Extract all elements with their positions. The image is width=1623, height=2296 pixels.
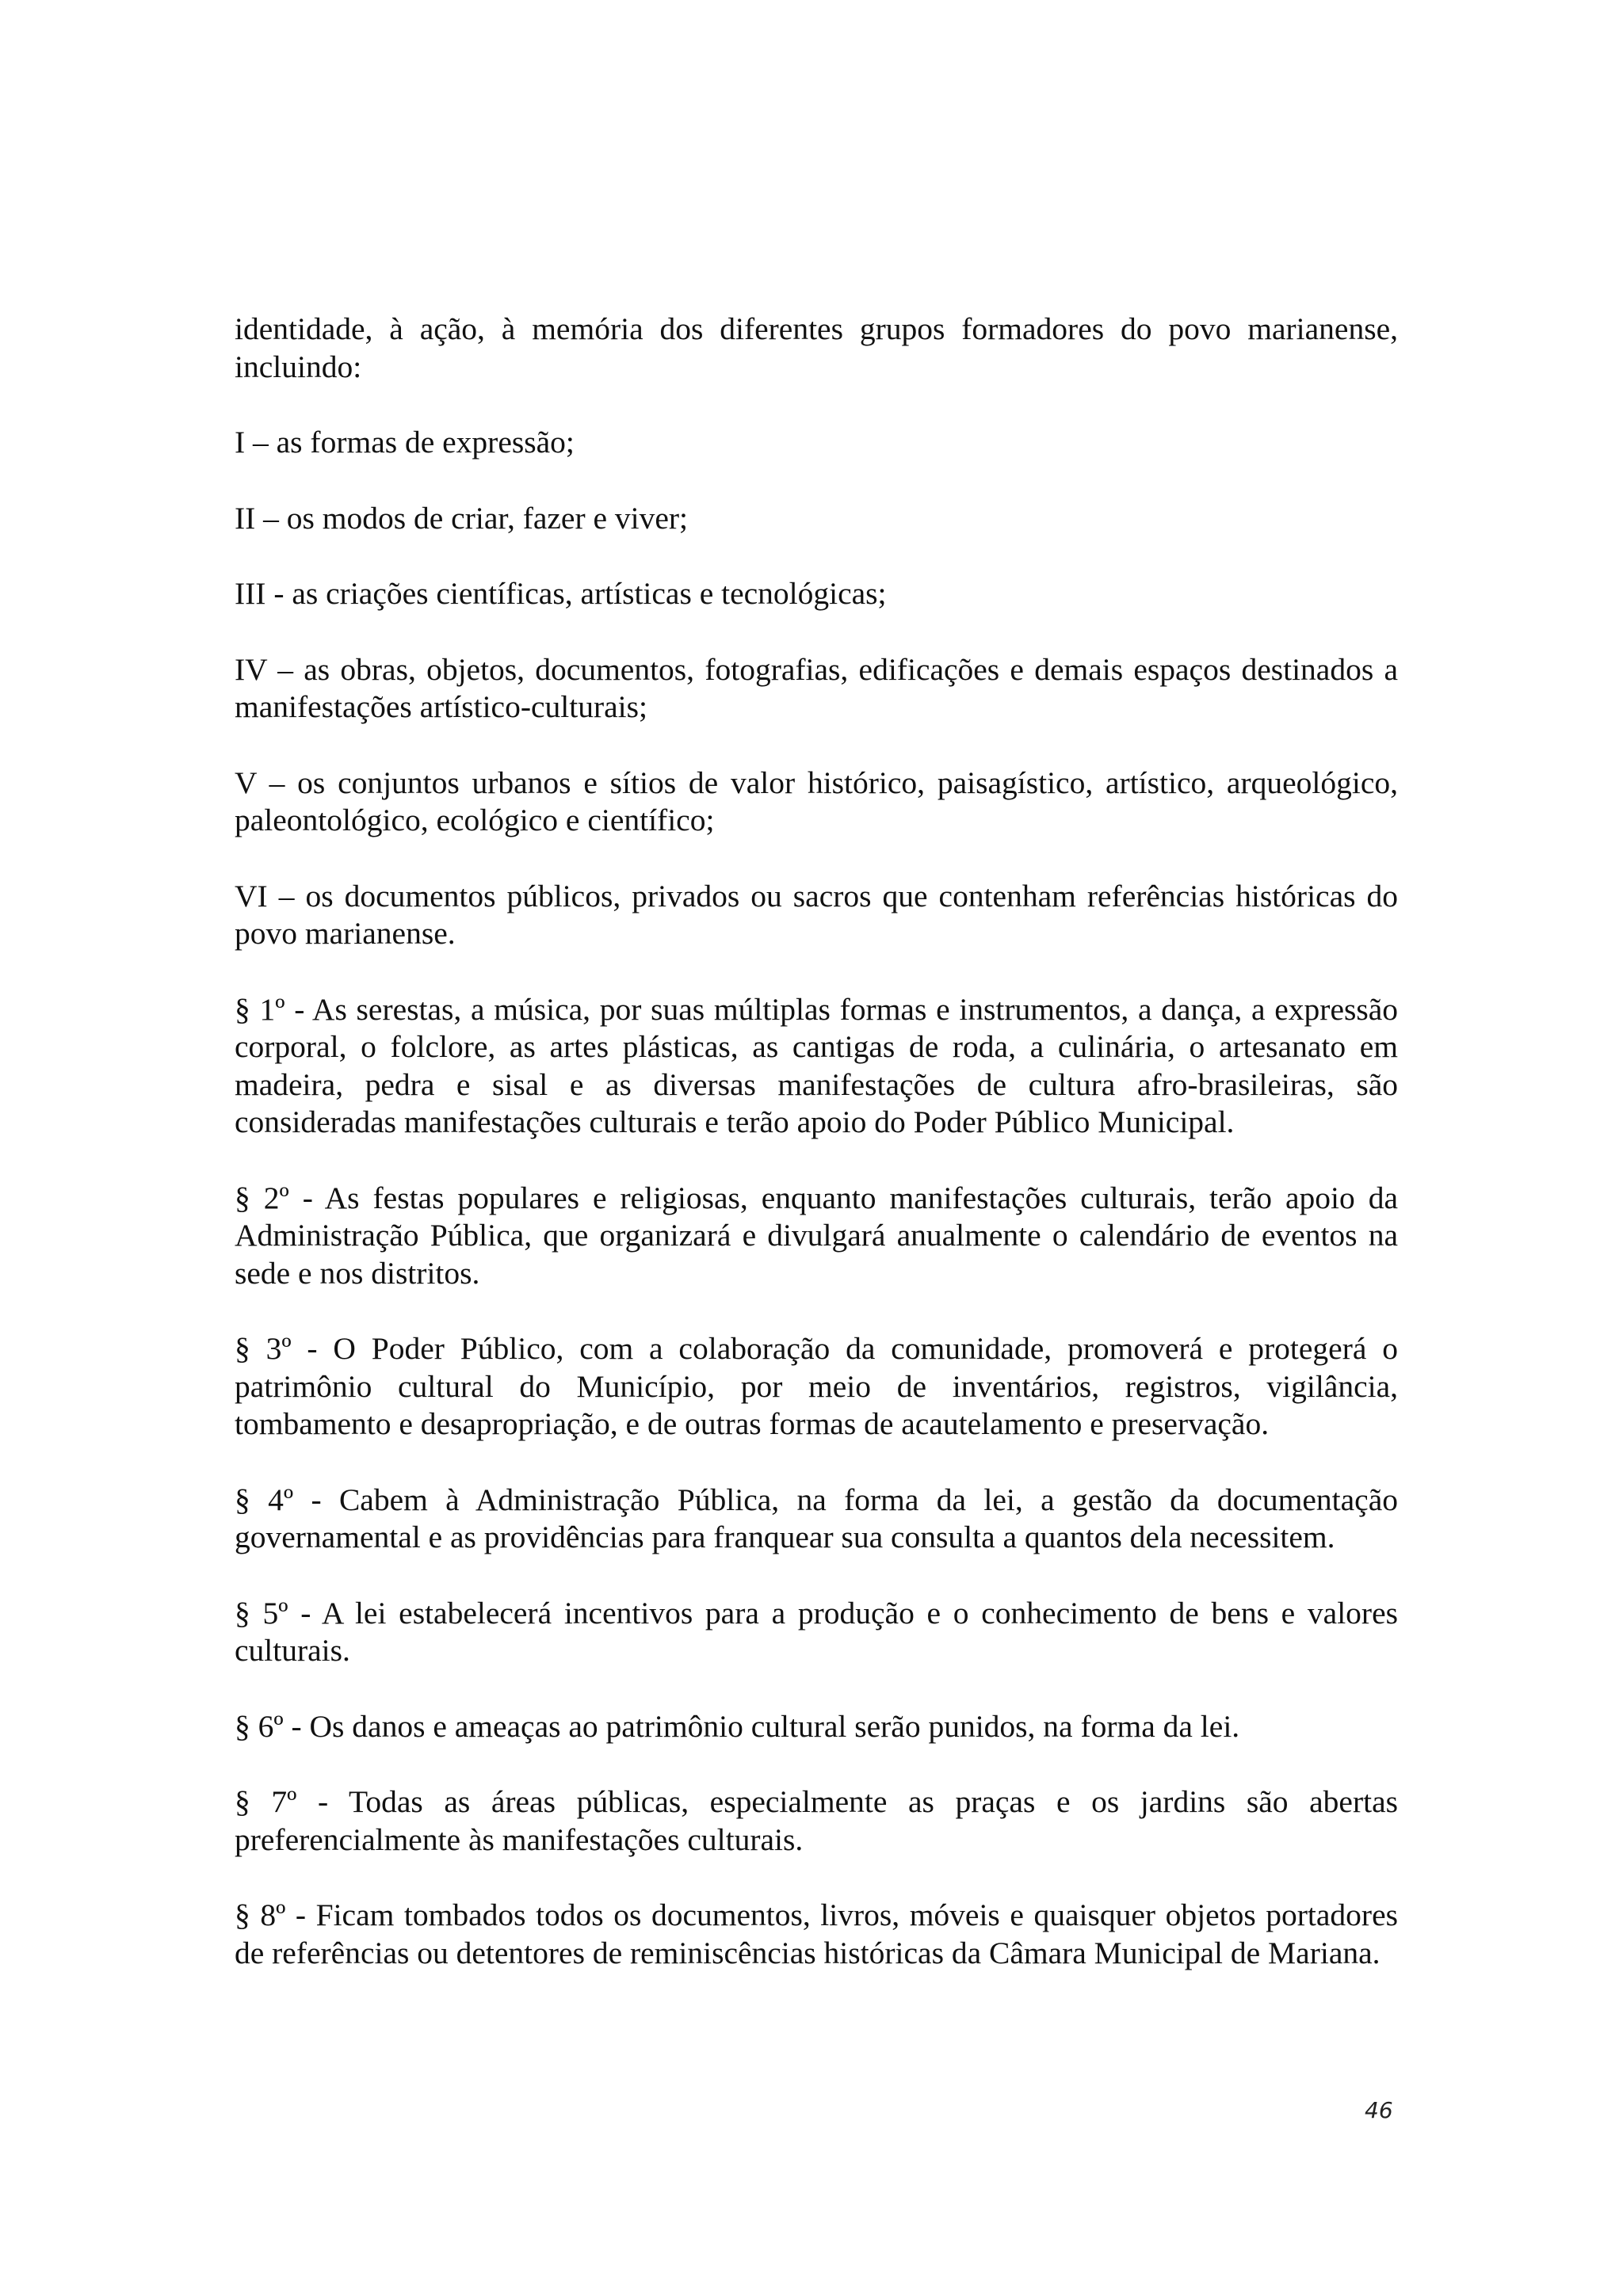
section-paragraph-6: § 6º - Os danos e ameaças ao patrimônio cultural serão punidos, na forma da lei. — [235, 1708, 1240, 1744]
paragraph-intro: identidade, à ação, à memória dos diferentes grupos formadores do povo marianense, incluindo: — [235, 311, 1398, 384]
list-item-v: V – os conjuntos urbanos e sítios de valor histórico, paisagístico, artístico, arqueológico, paleontológico, ecológico e científico; — [235, 765, 1398, 837]
section-paragraph-1: § 1º - As serestas, a música, por suas múltiplas formas e instrumentos, a dança, a expressão corporal, o folclore, as artes plásticas, as cantigas de roda, a culinária, o artesanato em madeira, pedra e sisal e as diversas manifestações de cultura afro-brasileiras, são consideradas manifestações culturais e terão apoio do Poder Público Municipal. — [235, 991, 1398, 1139]
section-paragraph-5: § 5º - A lei estabelecerá incentivos para a produção e o conhecimento de bens e valores culturais. — [235, 1595, 1398, 1668]
section-paragraph-4: § 4º - Cabem à Administração Pública, na forma da lei, a gestão da documentação governamental e as providências para franquear sua consulta a quantos dela necessitem. — [235, 1482, 1398, 1554]
section-paragraph-8: § 8º - Ficam tombados todos os documentos, livros, móveis e quaisquer objetos portadores de referências ou detentores de reminiscências históricas da Câmara Municipal de Mariana. — [235, 1897, 1398, 1970]
list-item-iv: IV – as obras, objetos, documentos, fotografias, edificações e demais espaços destinados a manifestações artístico-culturais; — [235, 651, 1398, 724]
list-item-iii: III - as criações científicas, artísticas e tecnológicas; — [235, 576, 887, 611]
list-item-vi: VI – os documentos públicos, privados ou sacros que contenham referências históricas do povo marianense. — [235, 878, 1398, 951]
document-body — [235, 311, 1398, 2010]
section-paragraph-2: § 2º - As festas populares e religiosas, enquanto manifestações culturais, terão apoio da Administração Pública, que organizará e divulgará anualmente o calendário de eventos na sede e nos distritos. — [235, 1180, 1398, 1291]
list-item-i: I – as formas de expressão; — [235, 425, 575, 460]
page-number: 46 — [1365, 2097, 1393, 2123]
section-paragraph-7: § 7º - Todas as áreas públicas, especialmente as praças e os jardins são abertas preferencialmente às manifestações culturais. — [235, 1784, 1398, 1857]
section-paragraph-3: § 3º - O Poder Público, com a colaboração da comunidade, promoverá e protegerá o patrimônio cultural do Município, por meio de inventários, registros, vigilância, tombamento e desapropriação, e de outras formas de acautelamento e preservação. — [235, 1331, 1398, 1441]
list-item-ii: II – os modos de criar, fazer e viver; — [235, 500, 689, 536]
